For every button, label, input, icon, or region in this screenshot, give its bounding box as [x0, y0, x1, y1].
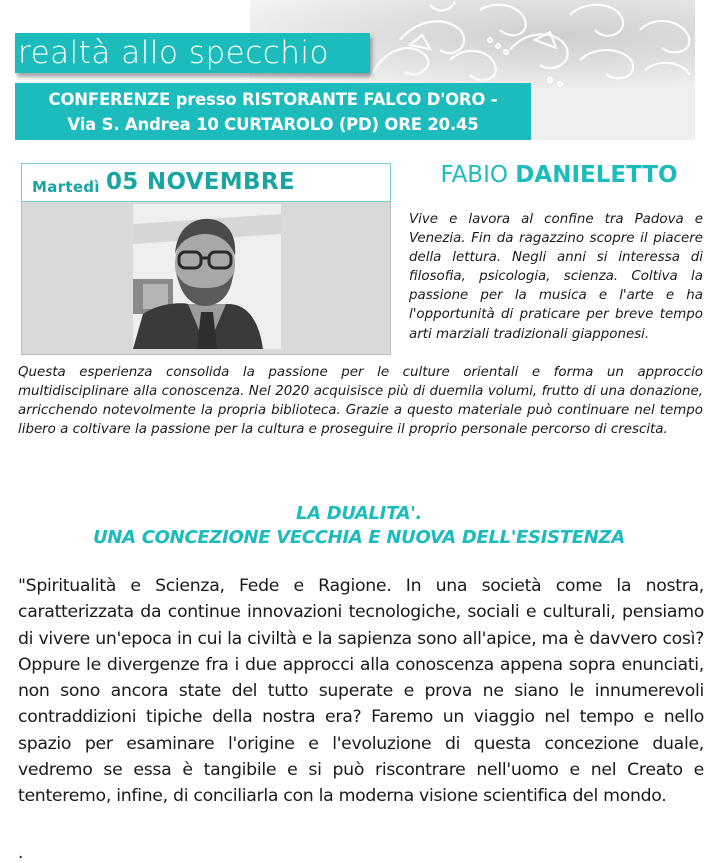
- speaker-last-name: DANIELETTO: [515, 162, 678, 188]
- trailing-mark: .: [18, 843, 24, 863]
- photo-panel: [21, 202, 391, 355]
- event-weekday: Martedì: [32, 178, 100, 196]
- venue-line-2: Via S. Andrea 10 CURTAROLO (PD) ORE 20.45: [67, 115, 479, 134]
- speaker-bio-continued: Questa esperienza consolida la passione per le culture orientali e forma un approccio multidisciplinare alla conoscenza. Nel 2020 acquisisce più di duemila volumi, frutto di una donazione, arricchendo notevolmente la propria biblioteca. Grazie a questo materiale può continuare nel tempo libero a coltivare la passione per la cultura e proseguire il proprio personale percorso di crescita.: [18, 365, 703, 438]
- series-title: realtà allo specchio: [15, 33, 370, 73]
- talk-title-line-1: LA DUALITA'.: [295, 503, 423, 524]
- header-side-panel: [530, 88, 695, 140]
- speaker-portrait-icon: [133, 204, 281, 349]
- speaker-name: [400, 160, 718, 190]
- talk-description: "Spiritualità e Scienza, Fede e Ragione. In una società come la nostra, caratterizzata da continue innovazioni tecnologiche, sociali e culturali, pensiamo di vivere un'epoca in cui la civiltà e la sapienza sono all'apice, ma è davvero così? Oppure le divergenze fra i due approcci alla conoscenza appena sopra enunciati, non sono ancora state del tutto superate e prova ne siano le innumerevoli contraddizioni tipiche della nostra era? Faremo un viaggio nel tempo e nello spazio per esaminare l'origine e l'evoluzione di questa concezione duale, vedremo se essa è tangibile e si può riscontrare nell'uomo e nel Creato e tenteremo, infine, di conciliarla con la moderna visione scientifica del mondo.: [18, 576, 704, 807]
- speaker-first-name: FABIO: [440, 162, 508, 188]
- talk-title-line-2: UNA CONCEZIONE VECCHIA E NUOVA DELL'ESISTENZA: [93, 527, 625, 548]
- event-date-box: [21, 163, 391, 202]
- speaker-photo: [133, 204, 281, 349]
- venue-banner: [15, 83, 531, 140]
- venue-line-1: CONFERENZE presso RISTORANTE FALCO D'ORO -: [48, 90, 498, 109]
- talk-title: [0, 502, 718, 550]
- speaker-bio-column: Vive e lavora al confine tra Padova e Venezia. Fin da ragazzino scopre il piacere della lettura. Negli anni si interessa di filosofia, psicologia, scienza. Coltiva la passione per la musica e l'arte e ha l'opportunità di praticare per breve tempo arti marziali tradizionali giapponesi.: [409, 212, 703, 342]
- event-date: 05 NOVEMBRE: [106, 169, 295, 195]
